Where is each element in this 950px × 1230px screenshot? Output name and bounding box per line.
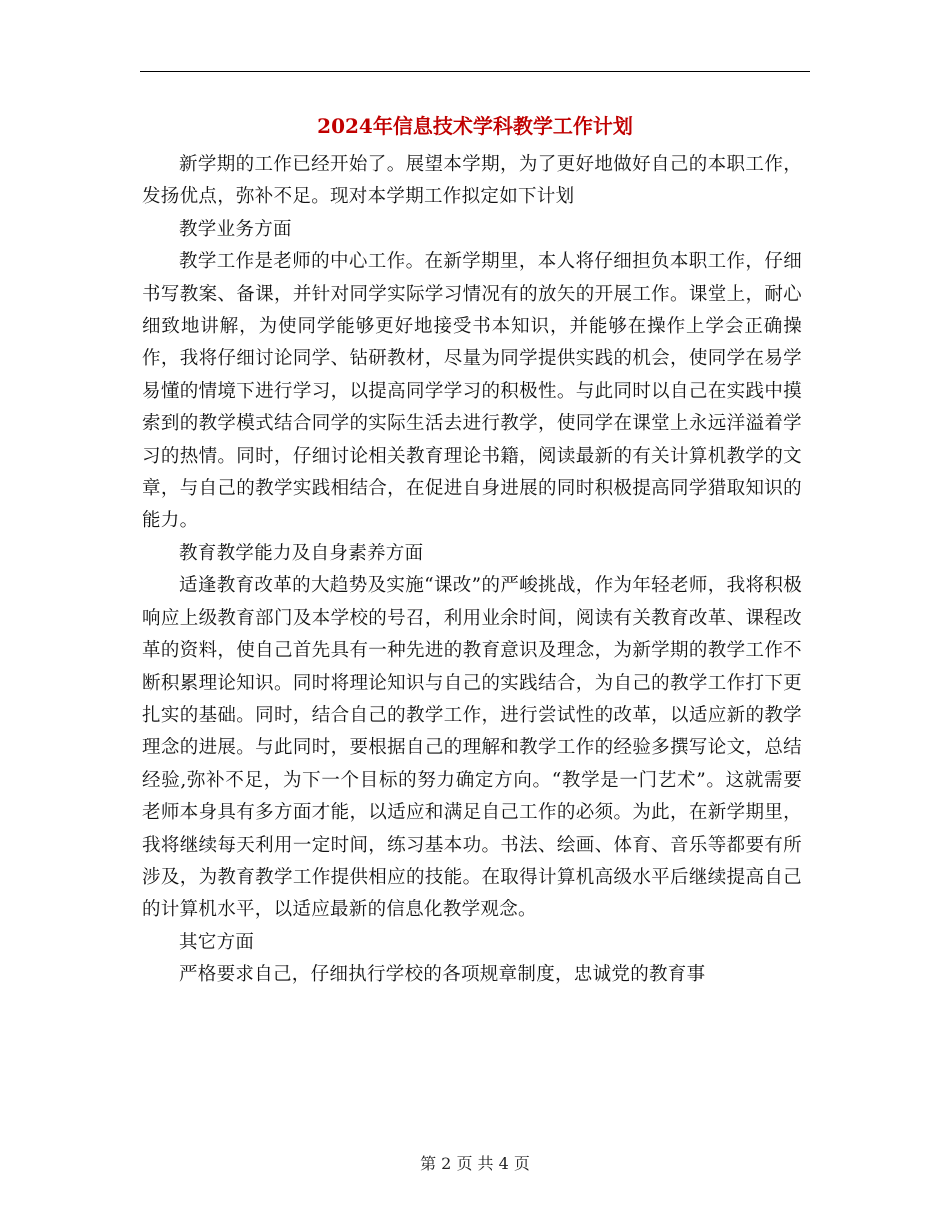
abilities-paragraph: 适逢教育改革的大趋势及实施“课改”的严峻挑战，作为年轻老师，我将积极响应上级教育部门及本学校的号召，利用业余时间，阅读有关教育改革、课程改革的资料，使自己首先具有一种先进的教育意识及理念，为新学期的教学工作不断积累理论知识。同时将理论知识与自己的实践结合，为自己的教学工作打下更扎实的基础。同时，结合自己的教学工作，进行尝试性的改革，以适应新的教学理念的进展。与此同时，要根据自己的理解和教学工作的经验多撰写论文，总结经验,弥补不足，为下一个目标的努力确定方向。“教学是一门艺术”。这就需要老师本身具有多方面才能，以适应和满足自己工作的必须。为此，在新学期里，我将继续每天利用一定时间，练习基本功。书法、绘画、体育、音乐等都要有所涉及，为教育教学工作提供相应的技能。在取得计算机高级水平后继续提高自己的计算机水平，以适应最新的信息化教学观念。 [142,575,802,921]
other-paragraph: 严格要求自己，仔细执行学校的各项规章制度，忠诚党的教育事 [179,964,706,986]
header-rule [140,71,810,72]
document-body [142,149,802,992]
teaching-paragraph: 教学工作是老师的中心工作。在新学期里，本人将仔细担负本职工作，仔细书写教案、备课，并针对同学实际学习情况有的放矢的开展工作。课堂上，耐心细致地讲解，为使同学能够更好地接受书本知识，并能够在操作上学会正确操作，我将仔细讨论同学、钻研教材，尽量为同学提供实践的机会，使同学在易学易懂的情境下进行学习，以提高同学学习的积极性。与此同时以自己在实践中摸索到的教学模式结合同学的实际生活去进行教学，使同学在课堂上永远洋溢着学习的热情。同时，仔细讨论相关教育理论书籍，阅读最新的有关计算机教学的文章，与自己的教学实践相结合，在促进自身进展的同时积极提高同学猎取知识的能力。 [142,251,802,532]
intro-paragraph: 新学期的工作已经开始了。展望本学期，为了更好地做好自己的本职工作，发扬优点，弥补不足。现对本学期工作拟定如下计划 [142,154,802,208]
section-heading-other: 其它方面 [179,931,255,953]
section-heading-teaching: 教学业务方面 [179,218,292,240]
page-number-footer: 第 2 页 共 4 页 [420,1154,530,1173]
document-title: 2024年信息技术学科教学工作计划 [317,114,633,138]
section-heading-abilities: 教育教学能力及自身素养方面 [179,542,424,564]
